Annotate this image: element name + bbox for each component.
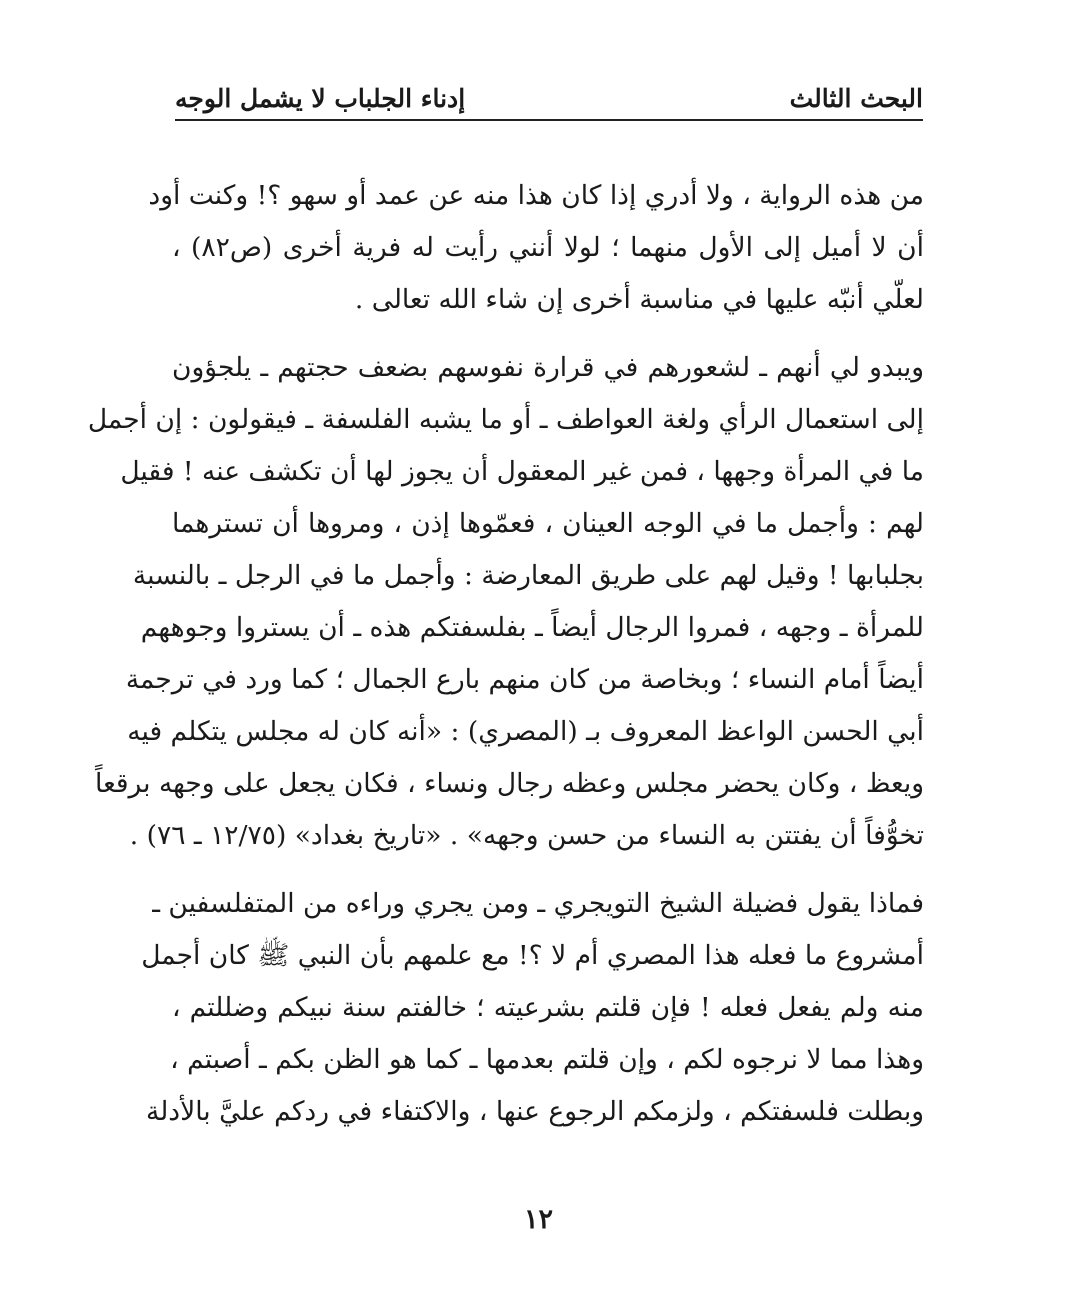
running-header (175, 78, 923, 118)
text-line: أبي الحسن الواعظ المعروف بـ (المصري) : «أنه كان له مجلس يتكلم فيه (127, 716, 924, 747)
text-line: ويعظ ، وكان يحضر مجلس وعظه رجال ونساء ، فكان يجعل على وجهه برقعاً (95, 768, 924, 799)
text-line: ويبدو لي أنهم ـ لشعورهم في قرارة نفوسهم بضعف حجتهم ـ يلجؤون (172, 352, 924, 383)
text-line: وبطلت فلسفتكم ، ولزمكم الرجوع عنها ، والاكتفاء في ردكم عليَّ بالأدلة (146, 1096, 924, 1127)
text-line: لهم : وأجمل ما في الوجه العينان ، فعمّوها إذن ، ومروها أن تسترهما (172, 508, 924, 539)
page-body (87, 170, 924, 1154)
text-line: ما في المرأة وجهها ، فمن غير المعقول أن يجوز لها أن تكشف عنه ! فقيل (120, 456, 924, 487)
text-line: بجلبابها ! وقيل لهم على طريق المعارضة : وأجمل ما في الرجل ـ بالنسبة (132, 560, 924, 591)
text-line: وهذا مما لا نرجوه لكم ، وإن قلتم بعدمها ـ كما هو الظن بكم ـ أصبتم ، (170, 1044, 924, 1075)
text-line: أمشروع ما فعله هذا المصري أم لا ؟! مع علمهم بأن النبي ﷺ كان أجمل (141, 940, 924, 971)
text-line: من هذه الرواية ، ولا أدري إذا كان هذا منه عن عمد أو سهو ؟! وكنت أود (148, 180, 924, 211)
text-line: لعلّي أنبّه عليها في مناسبة أخرى إن شاء الله تعالى . (354, 284, 924, 315)
text-line: فماذا يقول فضيلة الشيخ التويجري ـ ومن يجري وراءه من المتفلسفين ـ (152, 888, 924, 919)
paragraph-1 (148, 170, 924, 326)
text-line: منه ولم يفعل فعله ! فإن قلتم بشرعيته ؛ خالفتم سنة نبيكم وضللتم ، (172, 992, 924, 1023)
text-line: أيضاً أمام النساء ؛ وبخاصة من كان منهم بارع الجمال ؛ كما ورد في ترجمة (125, 664, 924, 695)
text-line: للمرأة ـ وجهه ، فمروا الرجال أيضاً ـ بفلسفتكم هذه ـ أن يستروا وجوههم (140, 612, 924, 643)
paragraph-2 (87, 342, 924, 862)
section-title: البحث الثالث (789, 83, 923, 113)
paragraph-3 (141, 878, 924, 1138)
chapter-title: إدناء الجلباب لا يشمل الوجه (175, 83, 466, 113)
header-divider (175, 119, 923, 121)
text-line: إلى استعمال الرأي ولغة العواطف ـ أو ما يشبه الفلسفة ـ فيقولون : إن أجمل (87, 404, 924, 435)
text-line: أن لا أميل إلى الأول منهما ؛ لولا أنني رأيت له فرية أخرى (ص٨٢) ، (172, 232, 924, 263)
text-line: تخوُّفاً أن يفتتن به النساء من حسن وجهه» . «تاريخ بغداد» (١٢/٧٥ ـ ٧٦) . (129, 820, 924, 851)
page-number: ١٢ (523, 1204, 553, 1235)
